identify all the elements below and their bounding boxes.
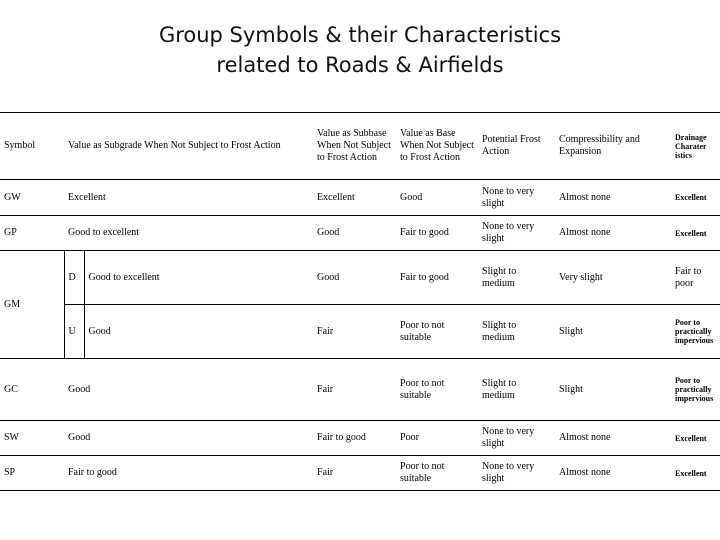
table-row bbox=[0, 421, 720, 456]
title-line-2: related to Roads & Airfields bbox=[216, 53, 504, 77]
table-row bbox=[0, 456, 720, 491]
header-subbase: Value as Subbase When Not Subject to Frost Action bbox=[313, 113, 396, 180]
cell-frost: None to very slight bbox=[478, 180, 555, 216]
cell-compress: Almost none bbox=[555, 180, 671, 216]
cell-subbase: Excellent bbox=[313, 180, 396, 216]
cell-drainage: Excellent bbox=[671, 216, 720, 251]
cell-subbase: Fair bbox=[313, 456, 396, 491]
table-row bbox=[0, 251, 720, 305]
slide-title bbox=[0, 20, 720, 80]
cell-frost: Slight to medium bbox=[478, 305, 555, 359]
cell-frost: None to very slight bbox=[478, 456, 555, 491]
cell-subgrade: Good bbox=[84, 305, 313, 359]
cell-subgrade: Good bbox=[64, 421, 313, 456]
cell-frost: Slight to medium bbox=[478, 359, 555, 421]
table-row bbox=[0, 180, 720, 216]
cell-drainage: Excellent bbox=[671, 421, 720, 456]
cell-base: Poor to not suitable bbox=[396, 456, 478, 491]
cell-compress: Very slight bbox=[555, 251, 671, 305]
cell-compress: Almost none bbox=[555, 216, 671, 251]
cell-base: Poor to not suitable bbox=[396, 305, 478, 359]
table-row bbox=[0, 305, 720, 359]
cell-symbol: SP bbox=[0, 456, 64, 491]
header-symbol: Symbol bbox=[0, 113, 64, 180]
header-drainage: Drainage Charater istics bbox=[671, 113, 720, 180]
cell-symbol: GW bbox=[0, 180, 64, 216]
cell-symbol: GP bbox=[0, 216, 64, 251]
cell-compress: Slight bbox=[555, 305, 671, 359]
cell-subbase: Fair to good bbox=[313, 421, 396, 456]
cell-base: Poor bbox=[396, 421, 478, 456]
cell-subgrade: Fair to good bbox=[64, 456, 313, 491]
cell-subgrade: Good to excellent bbox=[64, 216, 313, 251]
cell-subbase: Good bbox=[313, 251, 396, 305]
cell-compress: Almost none bbox=[555, 421, 671, 456]
title-line-1: Group Symbols & their Characteristics bbox=[158, 23, 562, 47]
cell-subgrade: Good to excellent bbox=[84, 251, 313, 305]
cell-frost: None to very slight bbox=[478, 421, 555, 456]
cell-frost: Slight to medium bbox=[478, 251, 555, 305]
soil-group-table bbox=[0, 112, 720, 491]
header-frost: Potential Frost Action bbox=[478, 113, 555, 180]
cell-base: Poor to not suitable bbox=[396, 359, 478, 421]
cell-base: Good bbox=[396, 180, 478, 216]
header-compress: Compressibility and Expansion bbox=[555, 113, 671, 180]
cell-compress: Almost none bbox=[555, 456, 671, 491]
cell-drainage: Excellent bbox=[671, 456, 720, 491]
cell-base: Fair to good bbox=[396, 216, 478, 251]
header-subgrade: Value as Subgrade When Not Subject to Frost Action bbox=[64, 113, 313, 180]
header-row bbox=[0, 113, 720, 180]
table-row bbox=[0, 216, 720, 251]
cell-subbase: Fair bbox=[313, 305, 396, 359]
cell-drainage: Excellent bbox=[671, 180, 720, 216]
table-row bbox=[0, 359, 720, 421]
cell-subtype: D bbox=[64, 251, 84, 305]
cell-subgrade: Excellent bbox=[64, 180, 313, 216]
cell-subtype: U bbox=[64, 305, 84, 359]
cell-subbase: Good bbox=[313, 216, 396, 251]
cell-drainage: Poor to practically impervious bbox=[671, 359, 720, 421]
header-base: Value as Base When Not Subject to Frost Action bbox=[396, 113, 478, 180]
cell-drainage: Fair to poor bbox=[671, 251, 720, 305]
cell-subgrade: Good bbox=[64, 359, 313, 421]
cell-subbase: Fair bbox=[313, 359, 396, 421]
cell-symbol: GM bbox=[0, 251, 64, 359]
cell-base: Fair to good bbox=[396, 251, 478, 305]
cell-symbol: GC bbox=[0, 359, 64, 421]
cell-drainage: Poor to practically impervious bbox=[671, 305, 720, 359]
cell-symbol: SW bbox=[0, 421, 64, 456]
cell-compress: Slight bbox=[555, 359, 671, 421]
cell-frost: None to very slight bbox=[478, 216, 555, 251]
